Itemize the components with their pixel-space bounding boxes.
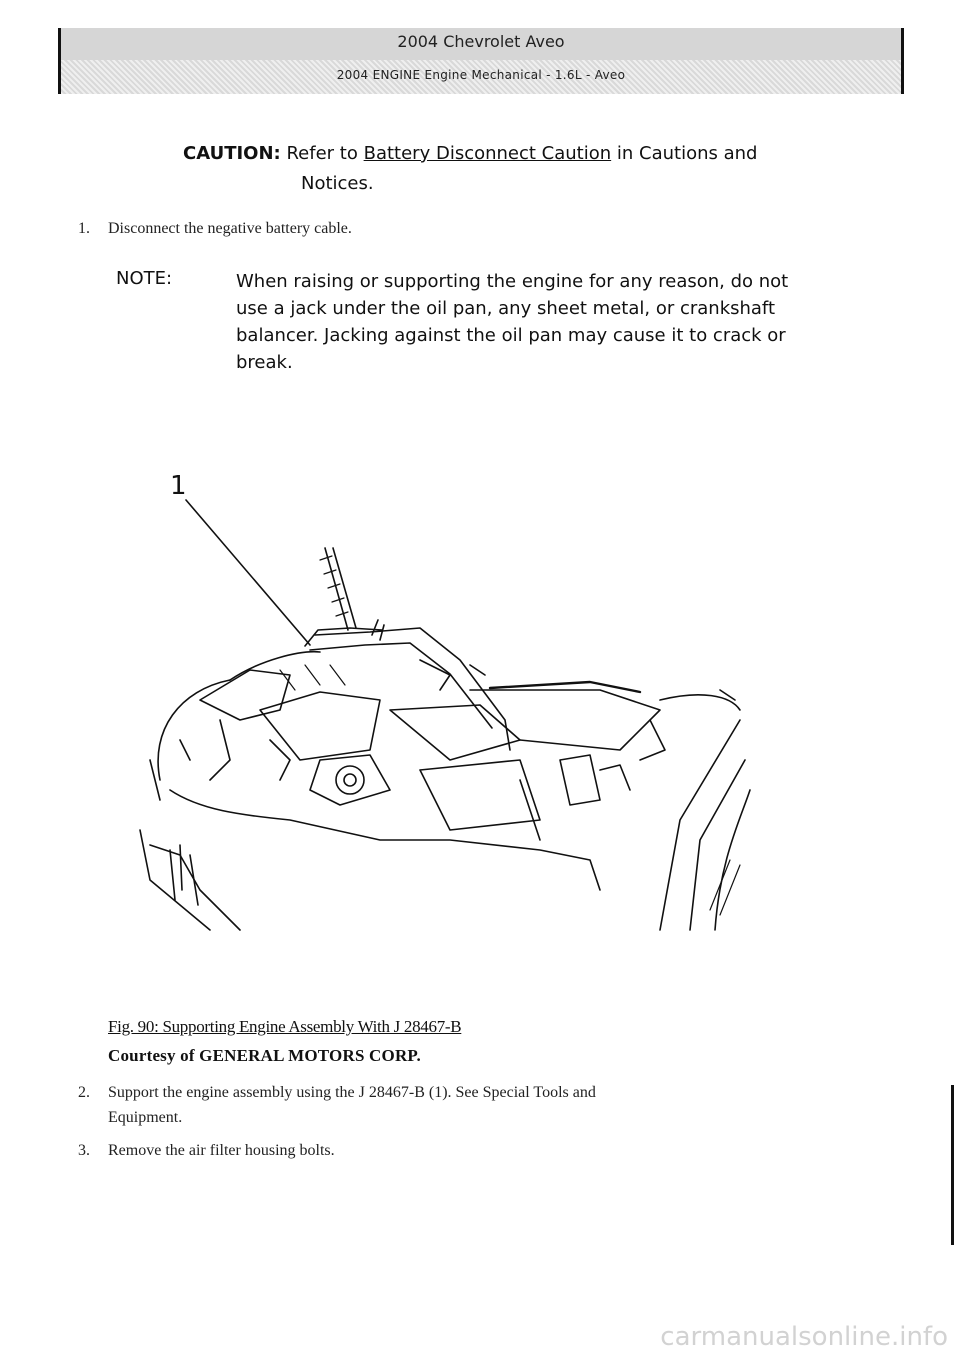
callout-leader-line <box>186 500 310 645</box>
fixture-rod <box>325 548 356 630</box>
step-3 <box>78 1142 678 1164</box>
battery-disconnect-caution-link[interactable]: Battery Disconnect Caution <box>363 143 612 164</box>
header-title: 2004 Chevrolet Aveo <box>397 32 565 51</box>
note-line: use a jack under the oil pan, any sheet metal, or crankshaft <box>236 298 776 319</box>
special-tools-link[interactable]: Equipment. <box>108 1109 183 1126</box>
note-line: balancer. Jacking against the oil pan may cause it to crack or <box>236 325 786 346</box>
step-text: Remove the air filter housing bolts. <box>108 1142 335 1159</box>
figure-title-link[interactable]: Fig. 90: Supporting Engine Assembly With J 28467-B <box>108 1017 462 1036</box>
engine-support-diagram <box>120 460 760 940</box>
caution-label: CAUTION: <box>183 143 281 164</box>
figure-credit: Courtesy of GENERAL MOTORS CORP. <box>108 1046 421 1065</box>
step-number: 3. <box>78 1142 90 1159</box>
figure-caption <box>108 1012 461 1070</box>
caution-block <box>183 139 883 199</box>
caution-prefix: Refer to <box>286 143 358 164</box>
watermark: carmanualsonline.info <box>660 1322 948 1352</box>
step-1 <box>78 220 678 242</box>
step-text: Disconnect the negative battery cable. <box>108 220 352 237</box>
step-text: Support the engine assembly using the J 28467-B (1). See Special Tools and <box>108 1084 596 1101</box>
note-body <box>236 268 906 376</box>
step-2 <box>78 1084 878 1134</box>
note-line: When raising or supporting the engine for any reason, do not <box>236 271 789 292</box>
document-header <box>58 28 904 94</box>
step-number: 1. <box>78 220 90 237</box>
callout-number: 1 <box>170 471 187 501</box>
page-margin-rule <box>951 1085 954 1245</box>
caution-suffix: in Cautions and <box>616 143 758 164</box>
note-line: break. <box>236 352 293 373</box>
header-subtitle: 2004 ENGINE Engine Mechanical - 1.6L - Aveo <box>336 68 626 82</box>
step-number: 2. <box>78 1084 90 1101</box>
caution-line2: Notices. <box>301 173 374 194</box>
note-label: NOTE: <box>116 268 173 289</box>
